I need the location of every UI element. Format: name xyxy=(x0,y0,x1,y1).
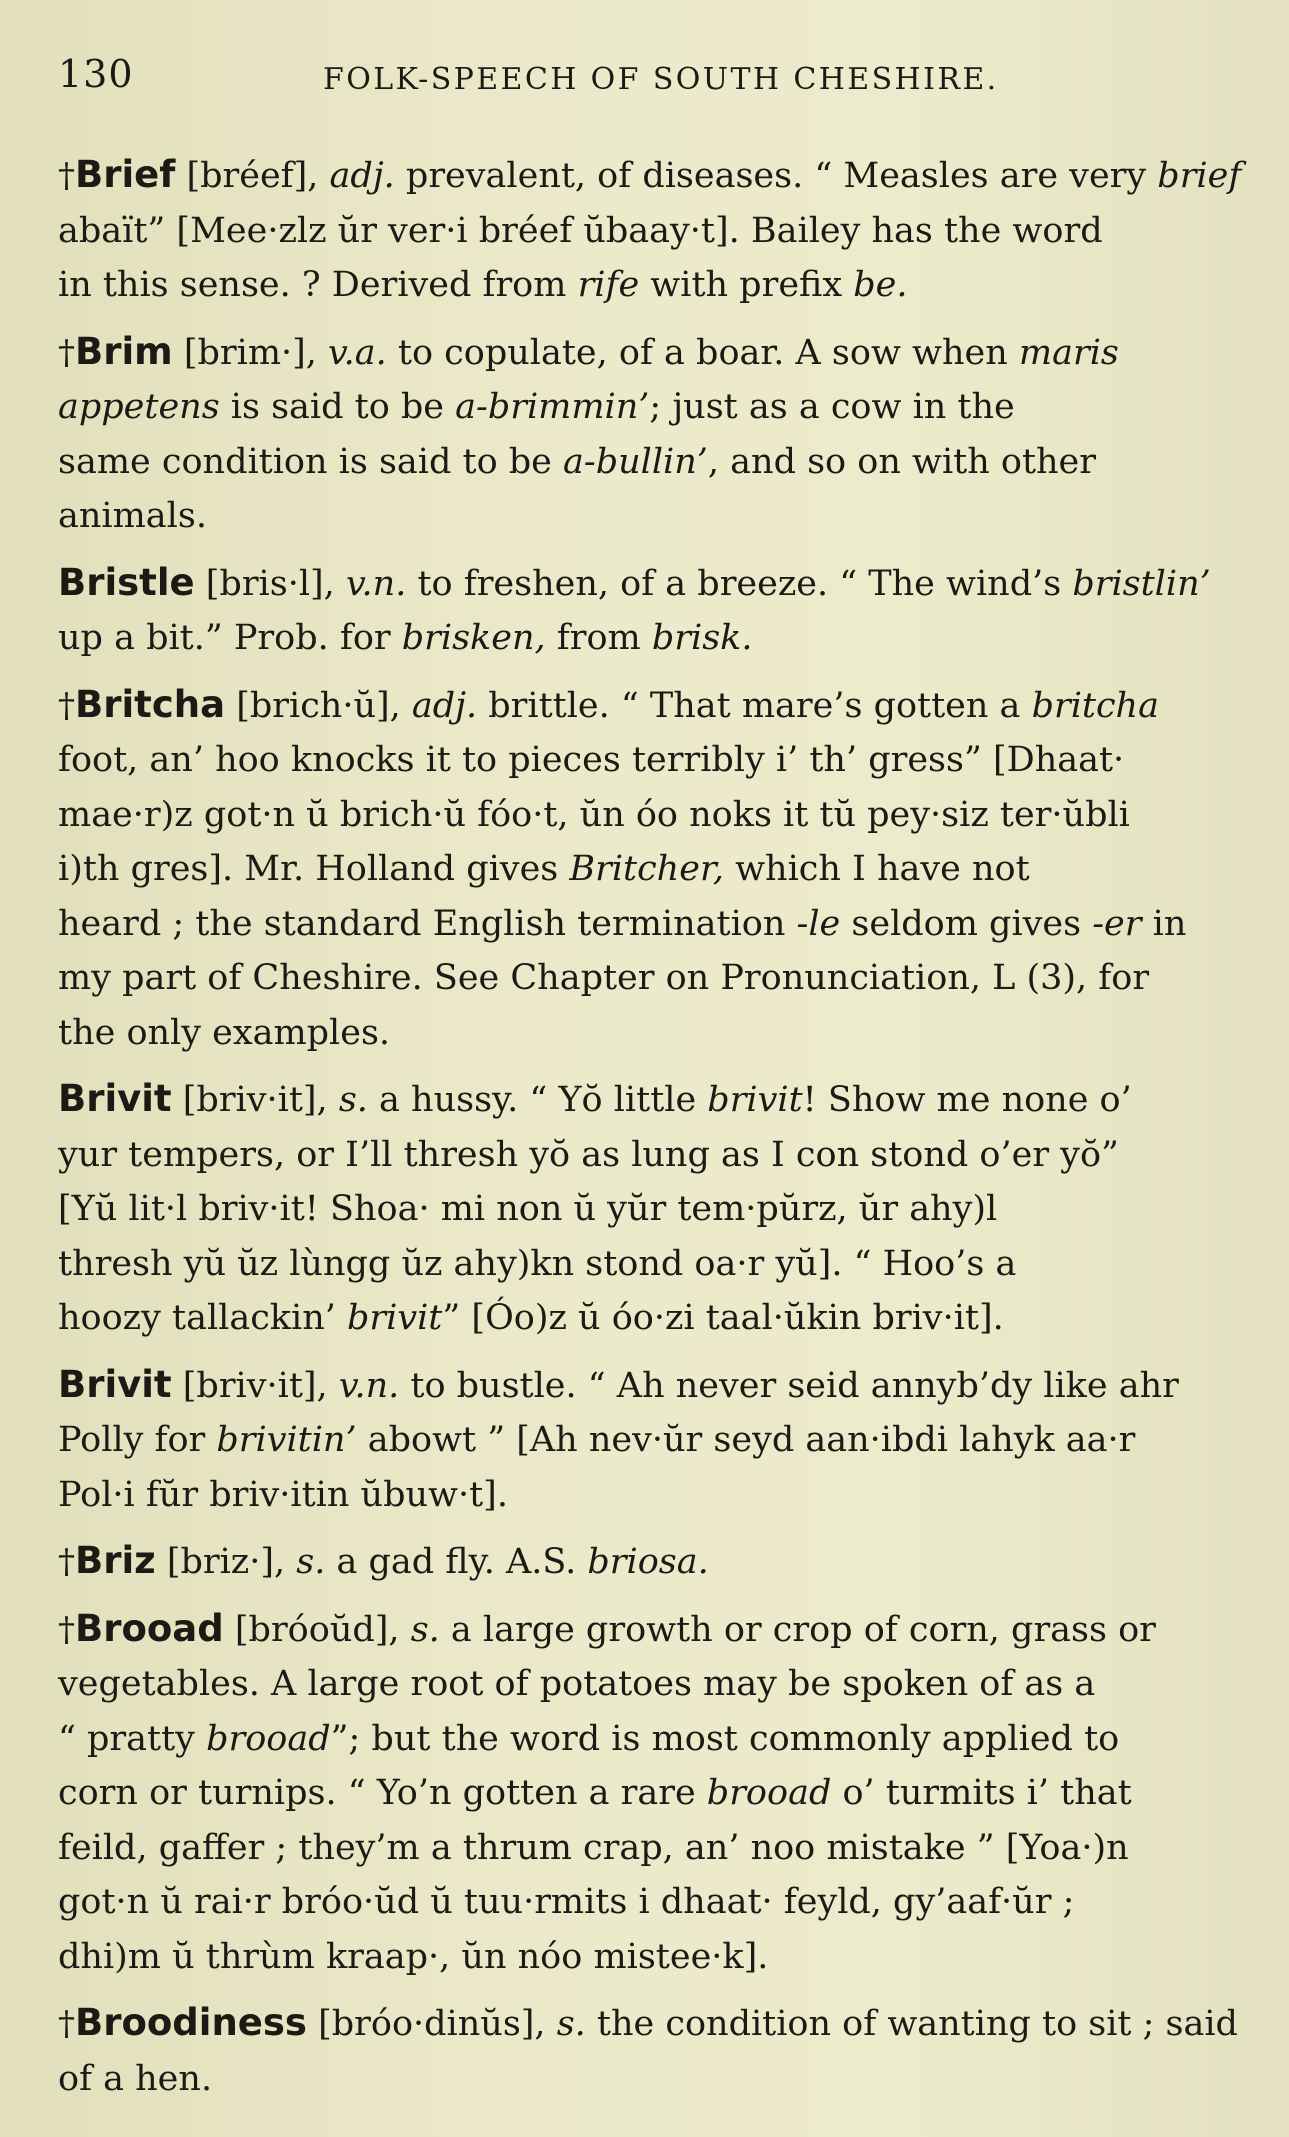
italic-text: brivit xyxy=(707,1080,803,1120)
entry-text: in xyxy=(1141,903,1187,944)
dagger-mark: † xyxy=(58,332,75,373)
dictionary-entry xyxy=(58,556,1243,666)
entry-line xyxy=(58,1468,1243,1523)
entry-line xyxy=(58,435,1243,490)
entry-line xyxy=(58,1006,1243,1061)
entry-text: dhi)m ŭ thrùm kraap·, ŭn nóo mistee·k]. xyxy=(58,1936,769,1977)
italic-text: v.n. xyxy=(338,1365,400,1406)
dagger-mark: † xyxy=(58,156,75,196)
entry-text: a large growth or crop of corn, grass or xyxy=(439,1609,1156,1650)
running-head: FOLK-SPEECH OF SOUTH CHESHIRE. xyxy=(323,62,999,97)
entry-text: [bróo·dinŭs], xyxy=(318,2004,557,2044)
dictionary-entry xyxy=(58,1072,1243,1346)
headword: Bristle xyxy=(58,560,195,604)
entry-line xyxy=(58,1930,1243,1985)
italic-text: a-bullin’ xyxy=(563,441,708,482)
italic-text: v.n. xyxy=(345,563,407,604)
entry-line xyxy=(58,1413,1243,1468)
entry-text: [bréef], xyxy=(186,156,330,196)
entry-text: heard ; the standard English termination xyxy=(58,903,797,944)
dagger-mark: † xyxy=(58,1609,75,1650)
entry-text: abaït” [Mee·zlz ŭr ver·i bréef ŭbaay·t]. Bailey has the word xyxy=(58,210,1103,251)
entry-text: [brich·ŭ], xyxy=(236,685,412,726)
entry-line xyxy=(58,148,1243,204)
entry-text: my part of Cheshire. See Chapter on Pronunciation, L (3), for xyxy=(58,958,1150,998)
headword: Brief xyxy=(75,153,176,196)
entry-text: i)th gres]. Mr. Holland gives xyxy=(58,849,570,889)
italic-text: appetens xyxy=(58,387,220,427)
dictionary-entry xyxy=(58,1358,1243,1523)
italic-text: rife xyxy=(577,265,640,305)
entry-text: in this sense. ? Derived from xyxy=(58,265,578,305)
italic-text: brivitin’ xyxy=(216,1420,357,1460)
headword: Brooad xyxy=(75,1606,224,1650)
italic-text: brisken, xyxy=(401,618,546,658)
headword: Broodiness xyxy=(75,2001,307,2044)
entry-line xyxy=(58,2052,1243,2107)
dictionary-entry xyxy=(58,1602,1243,1985)
entry-text: [brim·], xyxy=(183,332,329,373)
italic-text: adj. xyxy=(329,156,395,196)
italic-text: -er xyxy=(1092,903,1142,944)
entry-line xyxy=(58,1821,1243,1876)
italic-text: brivit xyxy=(347,1298,443,1338)
entry-text: from xyxy=(545,618,652,658)
italic-text: s. xyxy=(410,1609,440,1650)
entry-text: mae·r)z got·n ŭ brich·ŭ fóo·t, ŭn óo noks it tŭ pey·siz ter·ŭbli xyxy=(58,794,1130,835)
entry-line xyxy=(58,1766,1243,1821)
page-header xyxy=(58,52,1238,102)
entry-text: which I have not xyxy=(723,849,1030,889)
entry-line xyxy=(58,1291,1243,1346)
headword: Britcha xyxy=(75,682,226,726)
dagger-mark: † xyxy=(58,685,75,726)
entry-text: ” [Óo)z ŭ óo·zi taal·ŭkin briv·it]. xyxy=(442,1298,1004,1338)
entry-line xyxy=(58,1996,1243,2052)
italic-text: briosa. xyxy=(587,1542,709,1582)
entry-text: feild, gaffer ; they’m a thrum crap, an’ noo mistake ” [Yoa·)n xyxy=(58,1827,1129,1868)
entry-text: seldom gives xyxy=(840,903,1093,944)
dictionary-entry xyxy=(58,148,1243,313)
entry-line xyxy=(58,1602,1243,1658)
entry-line xyxy=(58,1128,1243,1183)
entry-line xyxy=(58,1182,1243,1237)
entry-line xyxy=(58,678,1243,734)
entry-line xyxy=(58,611,1243,666)
entry-text: thresh yŭ ŭz lùngg ŭz ahy)kn stond oa·r yŭ]. “ Hoo’s a xyxy=(58,1243,1017,1284)
entry-text: ”; but the word is most commonly applied to xyxy=(330,1718,1120,1759)
italic-text: Britcher, xyxy=(569,849,724,889)
entry-text: [briv·it], xyxy=(182,1080,339,1120)
entry-text: foot, an’ hoo knocks it to pieces terribly i’ th’ gress” [Dhaat· xyxy=(58,740,1125,780)
headword: Brivit xyxy=(58,1077,172,1120)
entry-line xyxy=(58,1534,1243,1590)
entry-text: brittle. “ That mare’s gotten a xyxy=(477,685,1032,726)
entry-text: Pol·i fŭr briv·itin ŭbuw·t]. xyxy=(58,1474,508,1515)
entry-line xyxy=(58,1237,1243,1292)
italic-text: britcha xyxy=(1031,685,1159,726)
entry-text: [bróoŭd], xyxy=(234,1609,411,1650)
entry-line xyxy=(58,325,1243,381)
dictionary-entries xyxy=(58,148,1258,2118)
entry-line xyxy=(58,1358,1243,1414)
entry-line xyxy=(58,1712,1243,1767)
entry-text: hoozy tallackin’ xyxy=(58,1298,348,1338)
entry-line xyxy=(58,556,1243,612)
entry-text: ; just as a cow in the xyxy=(649,387,1015,427)
entry-line xyxy=(58,204,1243,259)
entry-text: “ pratty xyxy=(58,1718,207,1759)
entry-line xyxy=(58,842,1243,897)
entry-line xyxy=(58,788,1243,843)
entry-line xyxy=(58,1072,1243,1128)
entry-text: is said to be xyxy=(219,387,456,427)
entry-text: yur tempers, or I’ll thresh yŏ as lung as I con stond o’er yŏ” xyxy=(58,1134,1119,1175)
italic-text: s. xyxy=(296,1542,326,1582)
italic-text: s. xyxy=(338,1080,368,1120)
entry-text: [bris·l], xyxy=(205,563,346,604)
entry-text: vegetables. A large root of potatoes may be spoken of as a xyxy=(58,1664,1096,1704)
entry-line xyxy=(58,489,1243,544)
entry-text: [Yŭ lit·l briv·it! Shoa· mi non ŭ yŭr tem·pŭrz, ŭr ahy)l xyxy=(58,1189,998,1229)
entry-text: animals. xyxy=(58,496,207,536)
headword: Briz xyxy=(75,1539,156,1582)
entry-text: a hussy. “ Yŏ little xyxy=(367,1080,708,1120)
entry-line xyxy=(58,380,1243,435)
entry-text: of a hen. xyxy=(58,2058,213,2099)
entry-text: same condition is said to be xyxy=(58,441,564,482)
dictionary-entry xyxy=(58,1534,1243,1590)
entry-text: [briz·], xyxy=(166,1542,297,1582)
italic-text: brief xyxy=(1157,156,1242,196)
entry-text: [briv·it], xyxy=(182,1365,339,1406)
entry-text: ! Show me none o’ xyxy=(802,1080,1132,1120)
dictionary-entry xyxy=(58,1996,1243,2106)
entry-text: to freshen, of a breeze. “ The wind’s xyxy=(406,563,1073,604)
italic-text: be. xyxy=(853,265,908,305)
italic-text: brisk. xyxy=(651,618,753,658)
headword: Brim xyxy=(75,329,173,373)
entry-text: o’ turmits i’ that xyxy=(831,1773,1132,1813)
entry-line xyxy=(58,1657,1243,1712)
headword: Brivit xyxy=(58,1362,172,1406)
italic-text: brooad xyxy=(206,1718,331,1759)
entry-text: up a bit.” Prob. for xyxy=(58,618,402,658)
entry-text: corn or turnips. “ Yo’n gotten a rare xyxy=(58,1773,707,1813)
entry-text: got·n ŭ rai·r bróo·ŭd ŭ tuu·rmits i dhaat· feyld, gy’aaf·ŭr ; xyxy=(58,1882,1075,1922)
entry-line xyxy=(58,733,1243,788)
italic-text: bristlin’ xyxy=(1072,563,1211,604)
entry-text: abowt ” [Ah nev·ŭr seyd aan·ibdi lahyk aa·r xyxy=(356,1420,1136,1460)
entry-text: Polly for xyxy=(58,1420,217,1460)
dictionary-entry xyxy=(58,678,1243,1061)
entry-text: to bustle. “ Ah never seid annyb’dy like ahr xyxy=(399,1365,1179,1406)
entry-line xyxy=(58,258,1243,313)
dagger-mark: † xyxy=(58,1542,75,1582)
italic-text: brooad xyxy=(706,1773,832,1813)
entry-line xyxy=(58,1875,1243,1930)
italic-text: -le xyxy=(796,903,841,944)
entry-text: to copulate, of a boar. A sow when xyxy=(386,332,1019,373)
italic-text: v.a. xyxy=(328,332,387,373)
entry-line xyxy=(58,897,1243,952)
dictionary-entry xyxy=(58,325,1243,544)
italic-text: maris xyxy=(1018,332,1119,373)
italic-text: a-brimmin’ xyxy=(455,387,650,427)
page-number: 130 xyxy=(58,52,134,96)
entry-text: the only examples. xyxy=(58,1012,391,1053)
dagger-mark: † xyxy=(58,2004,75,2044)
entry-text: the condition of wanting to sit ; said xyxy=(585,2004,1238,2044)
italic-text: adj. xyxy=(411,685,478,726)
entry-text: prevalent, of diseases. “ Measles are very xyxy=(394,156,1158,196)
entry-text: , and so on with other xyxy=(707,441,1096,482)
italic-text: s. xyxy=(556,2004,586,2044)
entry-text: a gad fly. A.S. xyxy=(325,1542,588,1582)
entry-text: with prefix xyxy=(639,265,854,305)
entry-line xyxy=(58,951,1243,1006)
